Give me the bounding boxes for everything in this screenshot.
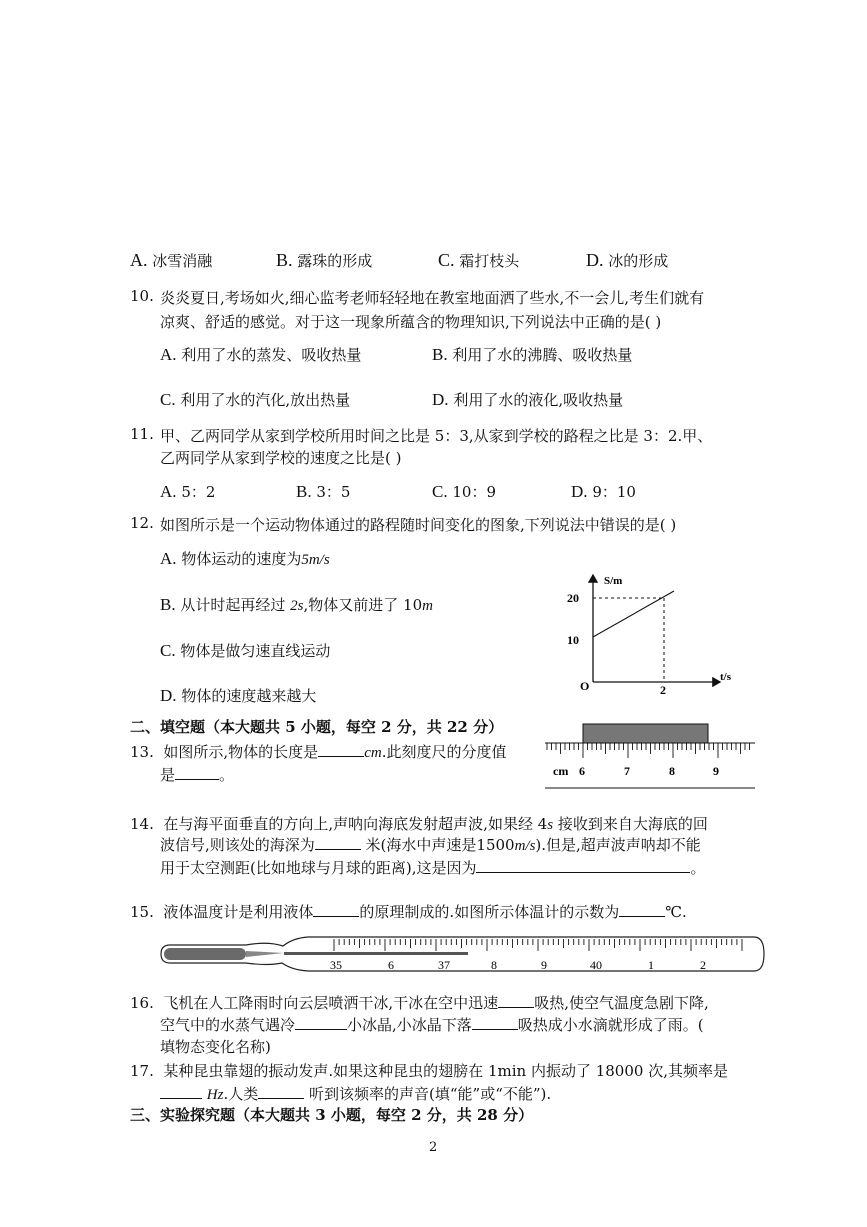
q10-option-d: D. 利用了水的液化,吸收热量 <box>432 390 624 409</box>
thermo-label-8: 8 <box>491 958 497 972</box>
graph-y-tick-20: 20 <box>567 591 579 605</box>
q11-stem-line1: 甲、乙两同学从家到学校所用时间之比是 5：3,从家到学校的路程之比是 3：2.甲、 <box>160 427 713 445</box>
measured-block <box>583 724 708 743</box>
q11-option-b: B. 3：5 <box>296 482 351 501</box>
ruler-label-6: 6 <box>579 764 585 778</box>
q9-option-b: B. 露珠的形成 <box>276 250 373 270</box>
thermo-label-9: 9 <box>541 958 547 972</box>
ruler-label-7: 7 <box>624 764 630 778</box>
q9-option-c: C. 霜打枝头 <box>438 250 520 270</box>
q14-line3: 用于太空测距(比如地球与月球的距离),这是因为 。 <box>160 859 706 877</box>
thermo-label-40: 40 <box>590 958 602 972</box>
q13-line2: 是 。 <box>160 766 235 784</box>
mercury-column <box>284 952 468 955</box>
q9-option-a: A. 冰雪消融 <box>130 250 213 270</box>
q11-number: 11. <box>130 425 154 443</box>
ruler-figure <box>545 722 757 792</box>
page-number: 2 <box>429 1140 438 1155</box>
q11-option-d: D. 9：10 <box>571 482 636 501</box>
graph-y-axis-label: S/m <box>604 575 623 587</box>
graph-y-tick-10: 10 <box>567 633 579 647</box>
graph-origin-label: O <box>580 679 590 693</box>
q12-option-a: A. 物体运动的速度为5m/s <box>160 549 330 568</box>
graph-x-axis-label: t/s <box>720 671 731 683</box>
q13-line1: 13. 如图所示,物体的长度是 cm.此刻度尺的分度值 <box>130 743 507 761</box>
q14-blank-reason[interactable] <box>476 857 690 873</box>
q14-line1: 14. 在与海平面垂直的方向上,声呐向海底发射超声波,如果经 4s 接收到来自大海底的回 <box>130 815 708 833</box>
section-3-heading: 三、实验探究题（本大题共 3 小题，每空 2 分，共 28 分） <box>130 1106 534 1124</box>
thermo-label-37: 37 <box>438 958 450 972</box>
q16-blank-1[interactable] <box>498 992 534 1008</box>
q11-stem-line2: 乙两同学从家到学校的速度之比是( ) <box>160 449 402 467</box>
q12-number: 12. <box>130 514 154 532</box>
q10-option-a: A. 利用了水的蒸发、吸收热量 <box>160 345 362 364</box>
q12-option-b: B. 从计时起再经过 2s,物体又前进了 10m <box>160 595 433 614</box>
q9-option-d: D. 冰的形成 <box>586 250 669 270</box>
thermo-label-35: 35 <box>330 958 342 972</box>
q13-blank-division[interactable] <box>175 764 219 780</box>
ruler-ticks <box>547 743 750 758</box>
q10-stem-line1: 炎炎夏日,考场如火,细心监考老师轻轻地在教室地面洒了些水,不一会儿,考生们就有 <box>160 289 705 307</box>
distance-time-graph <box>560 570 750 695</box>
q14-line2: 波信号,则该处的海深为 米(海水中声速是1500m/s).但是,超声波声呐却不能 <box>160 836 701 854</box>
ruler-label-8: 8 <box>669 764 675 778</box>
section-2-heading: 二、填空题（本大题共 5 小题，每空 2 分，共 22 分） <box>130 718 504 736</box>
q15-blank-reading[interactable] <box>619 901 665 917</box>
thermometer-bulb <box>164 948 246 960</box>
q13-blank-length[interactable] <box>318 741 364 757</box>
q16-blank-3[interactable] <box>472 1014 518 1030</box>
q10-stem-line2: 凉爽、舒适的感觉。对于这一现象所蕴含的物理知识,下列说法中正确的是( ) <box>160 313 662 331</box>
graph-x-tick-2: 2 <box>660 683 666 695</box>
ruler-label-9: 9 <box>713 764 719 778</box>
thermo-label-2: 2 <box>700 958 706 972</box>
q16-blank-2[interactable] <box>295 1014 347 1030</box>
q15-line: 15. 液体温度计是利用液体 的原理制成的.如图所示体温计的示数为 ℃. <box>130 903 687 921</box>
clinical-thermometer <box>158 933 766 975</box>
q16-line2: 空气中的水蒸气遇冷 小冰晶,小冰晶下落 吸热成小水滴就形成了雨。( <box>160 1016 704 1034</box>
thermo-label-1: 1 <box>648 958 654 972</box>
q12-option-c: C. 物体是做匀速直线运动 <box>160 641 331 660</box>
q15-blank-principle[interactable] <box>313 901 359 917</box>
q12-stem: 如图所示是一个运动物体通过的路程随时间变化的图象,下列说法中错误的是( ) <box>160 516 677 534</box>
thermo-label-6: 6 <box>388 958 394 972</box>
q11-option-a: A. 5：2 <box>160 482 216 501</box>
q11-option-c: C. 10：9 <box>432 482 497 501</box>
q16-line3: 填物态变化名称) <box>160 1038 271 1056</box>
q12-option-d: D. 物体的速度越来越大 <box>160 686 317 705</box>
q17-blank-frequency[interactable] <box>160 1083 202 1099</box>
q14-blank-depth[interactable] <box>315 834 361 850</box>
q17-blank-hear[interactable] <box>258 1083 304 1099</box>
q17-line1: 17. 某种昆虫靠翅的振动发声.如果这种昆虫的翅膀在 1min 内振动了 18000 次,其频率是 <box>130 1062 728 1080</box>
q17-line2: Hz.人类 听到该频率的声音(填“能”或“不能”). <box>160 1083 551 1104</box>
q10-option-c: C. 利用了水的汽化,放出热量 <box>160 390 351 409</box>
ruler-unit-label: cm <box>553 764 569 778</box>
q10-option-b: B. 利用了水的沸腾、吸收热量 <box>432 345 633 364</box>
q16-line1: 16. 飞机在人工降雨时向云层喷洒干冰,干冰在空中迅速 吸热,使空气温度急剧下降, <box>130 994 709 1012</box>
q10-number: 10. <box>130 287 154 305</box>
